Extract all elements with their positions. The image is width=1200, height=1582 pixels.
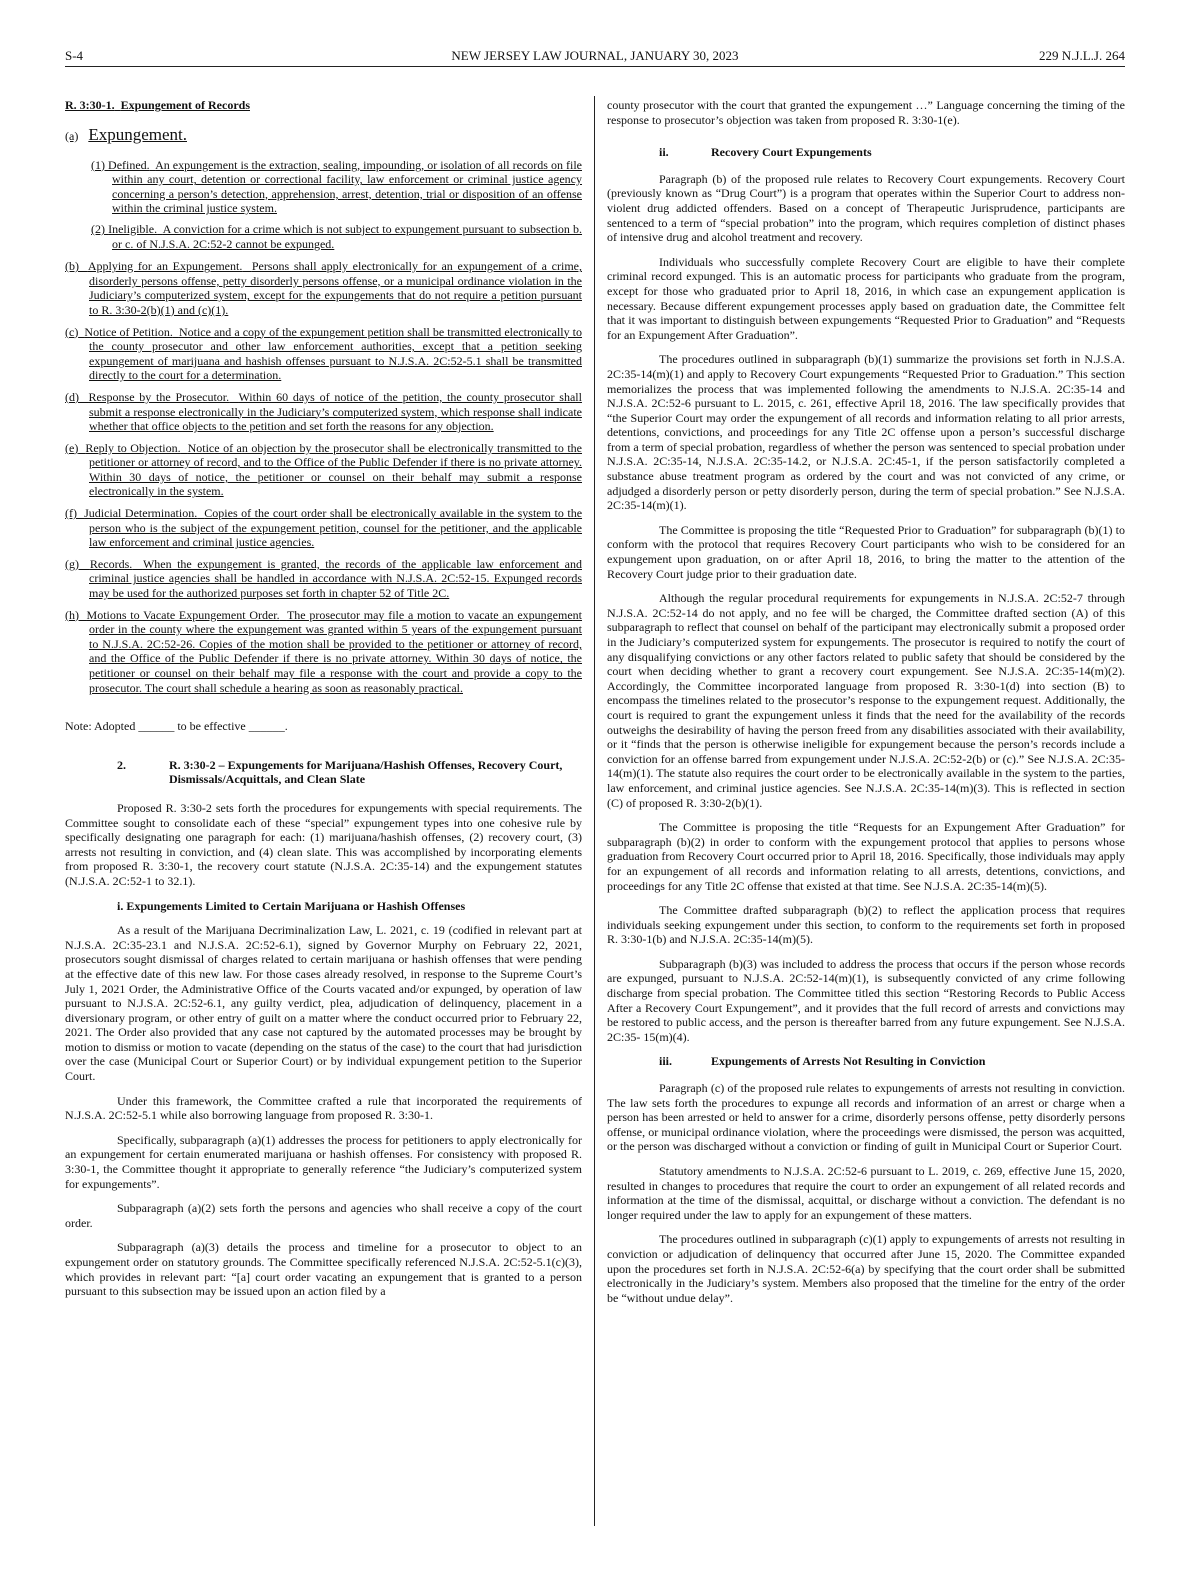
paragraph-a2 (65, 222, 582, 251)
body-paragraph: Proposed R. 3:30-2 sets forth the procedures for expungements with special requirements. The Committee sought to consolidate each of these “special” expungement types into one cohesive rule by specifically designating one paragraph for each: (1) marijuana/hashish offenses, (2) recovery court, (3) arrests not resulting in conviction, and (4) clean slate. This was accomplished by incorporating elements from proposed R. 3:30-1, the recovery court statute (N.J.S.A. 2C:35-14) and the expungement statutes (N.J.S.A. 2C:52-1 to 32.1). (65, 800, 582, 888)
page-header (65, 48, 1125, 67)
body-paragraph: Although the regular procedural requirements for expungements in N.J.S.A. 2C:52-7 through N.J.S.A. 2C:52-14 do not apply, and no fee will be charged, the Committee drafted section (A) of this subparagraph to reflect that counsel on behalf of the participant may electronically submit a proposed order in the Judiciary’s computerized system for expungements. The prosecutor is required to notify the court of any disqualifying convictions or any other factors related to public safety that should be considered by the court when deciding whether to grant a recovery court expungement. See N.J.S.A. 2C:35-14(m)(2). Accordingly, the Committee incorporated language from proposed R. 3:30-1(d) into section (B) to encompass the timelines related to the prosecutor’s response to the expungement request. Additionally, the court is required to grant the expungement unless it finds that the need for the availability of the records outweighs the desirability of having the person freed from any disabilities associated with their availability, or it “finds that the person is otherwise ineligible for expungement because the person’s records include a conviction for an offense barred from expungement under N.J.S.A. 2C:52-2(b) or (c).” See N.J.S.A. 2C:35-14(m)(1). The statute also requires the court order to be electronically available in the system to the parties, law enforcement, and criminal justice agencies. See N.J.S.A. 2C:35-14(m)(3). This is reflected in section (C) of proposed R. 3:30-2(b)(1). (607, 591, 1125, 810)
section-2-number: 2. (117, 757, 126, 772)
paragraph-b (65, 259, 582, 317)
paragraph-g-text: When the expungement is granted, the records of the applicable law enforcement and criminal justice agencies shall be handled in accordance with N.J.S.A. 2C:52-15. Expunged records may be used for the authorized purposes set forth in chapter 52 of Title 2C. (89, 556, 582, 601)
paragraph-d-lead: Response by the Prosecutor. (88, 389, 230, 404)
section-2-title: R. 3:30-2 – Expungements for Marijuana/Hashish Offenses, Recovery Court, Dismissals/Acquittals, and Clean Slate (169, 757, 563, 787)
body-paragraph: county prosecutor with the court that granted the expungement …” Language concerning the timing of the response to prosecutor’s objection was taken from proposed R. 3:30-1(e). (607, 98, 1125, 127)
paragraph-g (65, 557, 582, 601)
paragraph-a2-label: (2) (91, 221, 105, 236)
subheading-ii (607, 145, 1125, 160)
paragraph-a2-lead: Ineligible. (108, 221, 158, 236)
paragraph-b-text: Persons shall apply electronically for an expungement of a crime, disorderly persons offense, petty disorderly persons offense, or a municipal ordinance violation in the Judiciary’s computerized system, except for the expungements that do not require a petition pursuant to R. 3:30-2(b)(1) and (c)(1). (89, 259, 582, 317)
body-paragraph: Specifically, subparagraph (a)(1) addresses the process for petitioners to apply electronically for an expungement for certain enumerated marijuana or hashish offenses. For consistency with proposed R. 3:30-1, the Committee thought it appropriate to generally reference “the Judiciary’s computerized system for expungements”. (65, 1132, 582, 1191)
subheading-iii-num: iii. (659, 1054, 673, 1069)
right-column (607, 98, 1125, 1315)
paragraph-c-lead: Notice of Petition. (84, 324, 173, 339)
paragraph-b-label: (b) (65, 259, 79, 274)
rule-heading (65, 98, 582, 113)
paragraph-e-lead: Reply to Objection. (85, 440, 181, 455)
body-paragraph: Subparagraph (a)(3) details the process and timeline for a prosecutor to object to an expungement order on statutory grounds. The Committee specifically referenced N.J.S.A. 2C:52-5.1(c)(3), which provides in relevant part: “[a] court order vacating an expungement that is granted to a person pursuant to this subsection may be issued upon an action filed by a (65, 1240, 582, 1299)
left-column (65, 98, 582, 1309)
journal-citation: 229 N.J.L.J. 264 (1039, 48, 1125, 63)
paragraph-e-label: (e) (65, 440, 79, 455)
body-paragraph: Paragraph (c) of the proposed rule relates to expungements of arrests not resulting in conviction. The law sets forth the procedures to expunge all records and information of an arrest or charge when a person has been arrested or held to answer for a crime, disorderly persons offense, petty disorderly persons offense, or municipal ordinance violation, where the proceedings were dismissed, the person was acquitted, or the person was discharged without a conviction or finding of guilt in Municipal Court or Superior Court. (607, 1081, 1125, 1154)
paragraph-e (65, 441, 582, 499)
body-paragraph: Statutory amendments to N.J.S.A. 2C:52-6 pursuant to L. 2019, c. 269, effective June 15, 2020, resulted in changes to procedures that require the court to order an expungement of all related records and information at the time of the dismissal, acquittal, or discharge without a conviction. The defendant is no longer required under the law to apply for an expungement of these matters. (607, 1164, 1125, 1222)
body-paragraph: Individuals who successfully complete Recovery Court are eligible to have their complete criminal record expunged. This is an automatic process for participants who graduate from the program, except for those who graduated prior to April 18, 2016, in which case an expungement application is necessary. Because different expungement processes apply based on graduation date, the Committee felt that it was important to distinguish between expungements “Requested Prior to Graduation” and “Requests for an Expungement After Graduation”. (607, 254, 1125, 342)
column-divider (594, 96, 595, 1526)
paragraph-a2-text: A conviction for a crime which is not subject to expungement pursuant to subsection b. or c. of N.J.S.A. 2C:52-2 cannot be expunged. (112, 221, 583, 251)
paragraph-d-label: (d) (65, 389, 79, 404)
paragraph-f-label: (f) (65, 506, 77, 521)
paragraph-b-lead: Applying for an Expungement. (87, 259, 243, 274)
paragraph-a1-lead: Defined. (108, 157, 150, 172)
subheading-iii (607, 1054, 1125, 1069)
body-paragraph: Under this framework, the Committee crafted a rule that incorporated the requirements of N.J.S.A. 2C:52-5.1 while also borrowing language from proposed R. 3:30-1. (65, 1093, 582, 1123)
paragraph-f (65, 506, 582, 550)
paragraph-h-text: The prosecutor may file a motion to vacate an expungement order in the county where the expungement was granted within 5 years of the expungement pursuant to N.J.S.A. 2C:52-26. Copies of the motion shall be provided to the petitioner or attorney of record, and the Office of the Public Defender if there is no private attorney. Within 30 days of notice, the petitioner or counsel on their behalf may file a response with the court and provide a copy to the prosecutor. The court shall schedule a hearing as soon as reasonably practical. (89, 607, 583, 695)
paragraph-d-text: Within 60 days of notice of the petition, the county prosecutor shall submit a response electronically in the Judiciary’s computerized system, which response shall indicate whether that office objects to the petition and set forth the reasons for any objection. (89, 389, 582, 434)
paragraph-h (65, 608, 582, 696)
body-paragraph: The procedures outlined in subparagraph (c)(1) apply to expungements of arrests not resulting in conviction or adjudication of delinquency that occurred after June 15, 2020. The Committee expanded upon the procedures set forth in N.J.S.A. 2C:52-6(a) by specifying that the court order shall be submitted electronically in the Judiciary’s system. Members also proposed that the timeline for the entry of the order be “without undue delay”. (607, 1232, 1125, 1305)
body-paragraph: The Committee is proposing the title “Requested Prior to Graduation” for subparagraph (b)(1) to conform with the protocol that requires Recovery Court participants who wish to be considered for an expungement upon graduation, on or after April 18, 2016, to bring the matter to the attention of the Recovery Court judge prior to their graduation date. (607, 522, 1125, 581)
paragraph-h-label: (h) (65, 607, 79, 622)
rule-heading-num: R. 3:30-1. (65, 98, 115, 112)
paragraph-a (65, 125, 582, 146)
paragraph-a1-label: (1) (91, 157, 105, 172)
paragraph-f-lead: Judicial Determination. (84, 506, 198, 521)
rule-heading-title: Expungement of Records (120, 98, 250, 112)
paragraph-a-title: Expungement. (88, 124, 187, 144)
adoption-note: Note: Adopted ______ to be effective ______. (65, 719, 288, 734)
body-paragraph: The Committee is proposing the title “Requests for an Expungement After Graduation” for subparagraph (b)(2) in order to conform with the expungement protocol that applies to persons whose graduation from Recovery Court occurred prior to April 18, 2016. Specifically, those individuals may apply for an expungement of all records and information relating to all arrests, detentions, convictions, and proceedings for any Title 2C offense that existed at that time. See N.J.S.A. 2C:35-14(m)(5). (607, 820, 1125, 893)
body-paragraph: Subparagraph (b)(3) was included to address the process that occurs if the person whose records are expunged, pursuant to N.J.S.A. 2C:52-14(m)(1), is subsequently convicted of any crime following discharge from special probation. The Committee titled this section “Restoring Records to Public Access After a Recovery Court Expungement”, and it provides that the full record of arrests and convictions may be restored to public access, and the person is thereafter barred from any future expungement. See N.J.S.A. 2C:35- 15(m)(4). (607, 956, 1125, 1044)
paragraph-f-text: Copies of the court order shall be electronically available in the system to the person who is the subject of the expungement petition, counsel for the petitioner, and the applicable law enforcement and criminal justice agencies. (89, 506, 583, 550)
paragraph-c-label: (c) (65, 324, 79, 339)
paragraph-a-label: (a) (65, 128, 79, 143)
subheading-ii-num: ii. (659, 145, 669, 160)
paragraph-g-label: (g) (65, 556, 79, 571)
paragraph-d (65, 390, 582, 434)
subheading-i: i. Expungements Limited to Certain Marijuana or Hashish Offenses (117, 898, 466, 913)
subheading-ii-title: Recovery Court Expungements (711, 145, 872, 160)
paragraph-c (65, 325, 582, 383)
paragraph-a1 (65, 158, 582, 216)
body-paragraph: Subparagraph (a)(2) sets forth the persons and agencies who shall receive a copy of the court order. (65, 1201, 582, 1230)
paragraph-c-text: Notice and a copy of the expungement petition shall be transmitted electronically to the county prosecutor and other law enforcement authorities, except that a petition seeking expungement of marijuana and hashish offenses pursuant to N.J.S.A. 2C:52-5.1 shall be transmitted directly to the court for a determination. (89, 324, 583, 383)
journal-title: NEW JERSEY LAW JOURNAL, JANUARY 30, 2023 (451, 48, 739, 63)
paragraph-e-text: Notice of an objection by the prosecutor shall be electronically transmitted to the petitioner or attorney of record, and to the Office of the Public Defender if there is no private attorney. Within 30 days of notice, the petitioner or counsel on their behalf may submit a response electronically in the system. (89, 440, 582, 499)
section-2-heading (65, 758, 582, 787)
paragraph-g-lead: Records. (89, 556, 133, 571)
subheading-iii-title: Expungements of Arrests Not Resulting in Conviction (711, 1054, 986, 1069)
body-paragraph: The procedures outlined in subparagraph (b)(1) summarize the provisions set forth in N.J.S.A. 2C:35-14(m)(1) and apply to Recovery Court expungements “Requested Prior to Graduation.” This section memorializes the process that was implemented following the amendments to N.J.S.A. 2C:35-14 and N.J.S.A. 2C:52-6 pursuant to L. 2015, c. 261, effective April 18, 2016. The law specifically provides that “the Superior Court may order the expungement of all records and information relating to all prior arrests, detentions, convictions, and proceedings for any Title 2C offense upon a person’s successful discharge from a term of special probation, regardless of whether the person was sentenced to special probation under N.J.S.A. 2C:35-14, N.J.S.A. 2C:35-14.2, or N.J.S.A. 2C:45-1, if the person satisfactorily completed a substance abuse treatment program as ordered by the court and was not convicted of any crime, or adjudged a disorderly person or petty disorderly person, during the term of special probation.” See N.J.S.A. 2C:35-14(m)(1). (607, 352, 1125, 513)
body-paragraph: As a result of the Marijuana Decriminalization Law, L. 2021, c. 19 (codified in relevant part at N.J.S.A. 2C:35-23.1 and N.J.S.A. 2C:52-6.1), signed by Governor Murphy on February 22, 2021, prosecutors sought dismissal of charges related to certain marijuana or hashish offenses that were pending at the effective date of this new law. For those cases already resolved, in response to the Supreme Court’s July 1, 2021 Order, the Administrative Office of the Courts vacated and/or expunged, by operation of law pursuant to N.J.S.A. 2C:52-6.1, any guilty verdict, plea, adjudication of delinquency, placement in a diversionary program, or other entry of guilt on a matter where the conduct occurred prior to February 22, 2021. The Order also provided that any case not captured by the automated processes may be brought by motion to dismiss or motion to vacate (depending on the status of the case) to the court that had jurisdiction over the case (Municipal Court or Superior Court) or by individual expungement petition to the Superior Court. (65, 923, 582, 1084)
body-paragraph: Paragraph (b) of the proposed rule relates to Recovery Court expungements. Recovery Court (previously known as “Drug Court”) is a program that operates within the Superior Court to address non-violent drug addicted offenders. Based on a concept of Therapeutic Jurisprudence, participants are sentenced to a term of “special probation” into the program, which requires completion of distinct phases of intensive drug and alcohol treatment and recovery. (607, 171, 1125, 245)
page-label: S-4 (65, 48, 84, 63)
paragraph-a1-text: An expungement is the extraction, sealing, impounding, or isolation of all records on file within any court, detention or correctional facility, law enforcement or criminal justice agency concerning a person’s detection, apprehension, arrest, detention, trial or disposition of an offense within the criminal justice system. (112, 157, 582, 216)
paragraph-h-lead: Motions to Vacate Expungement Order. (86, 607, 280, 622)
body-paragraph: The Committee drafted subparagraph (b)(2) to reflect the application process that requires individuals seeking expungement under this section, to conform to the requirements set forth in proposed R. 3:30-1(b) and N.J.S.A. 2C:35-14(m)(5). (607, 903, 1125, 947)
